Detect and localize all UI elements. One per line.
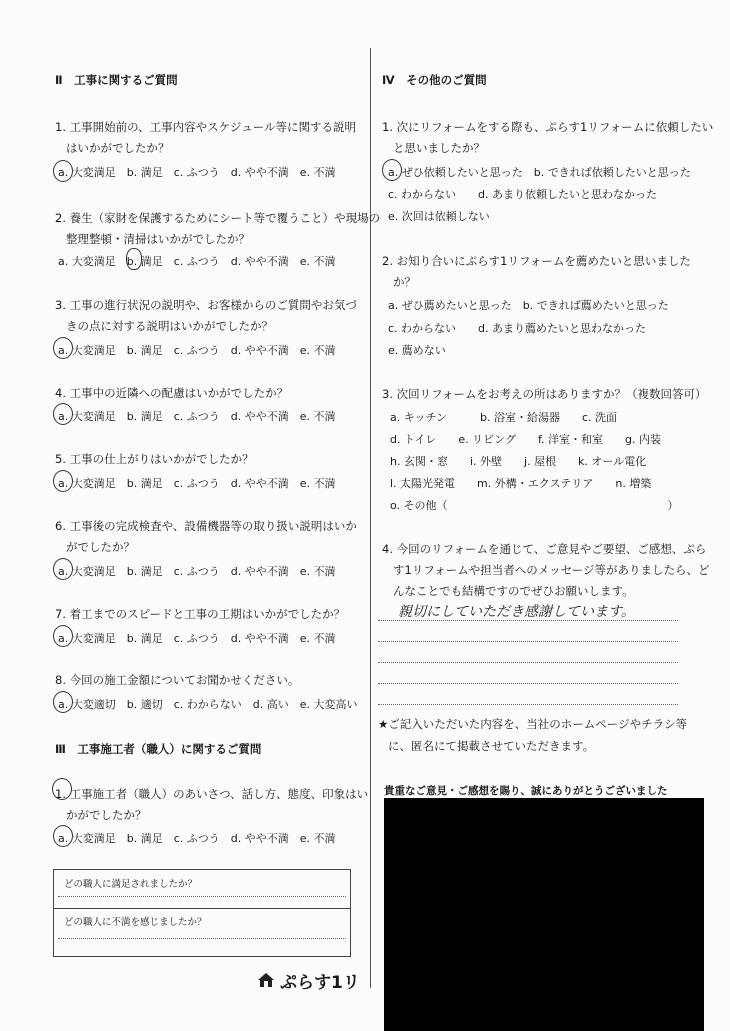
redaction-block — [384, 798, 704, 1031]
answer-circle-mark — [53, 625, 73, 647]
q4-4-line3: んなことでも結構ですのでぜひお願いします。 — [393, 584, 634, 598]
craftsmen-box — [53, 869, 351, 957]
publish-notice-line2: に、匿名にて掲載させていただきます。 — [388, 739, 595, 753]
q4-3-row1: a. キッチン b. 浴室・給湯器 c. 洗面 — [390, 411, 617, 424]
q2-2-options: a. 大変満足 b. 満足 c. ふつう d. やや不満 e. 不満 — [58, 255, 336, 268]
q4-1-opt2: c. わからない d. あまり依頼したいと思わなかった — [388, 188, 658, 201]
box-q-satisfied: どの職人に満足されましたか？ — [64, 879, 198, 890]
q4-2-line2: か？ — [393, 275, 416, 289]
q4-3-row3: h. 玄関・窓 i. 外壁 j. 屋根 k. オール電化 — [390, 455, 647, 468]
answer-line — [378, 683, 678, 684]
answer-line — [378, 704, 678, 705]
q4-1-opt1: a. ぜひ依頼したいと思った b. できれば依頼したいと思った — [388, 166, 691, 179]
q2-6-line1: 6. 工事後の完成検査や、設備機器等の取り扱い説明はいか — [55, 519, 357, 533]
q2-1-options: a. 大変満足 b. 満足 c. ふつう d. やや不満 e. 不満 — [58, 166, 336, 179]
q3-1-line1: 1. 工事施工者（職人）のあいさつ、話し方、態度、印象はい — [55, 787, 369, 801]
handwritten-answer: 親切にしていただき感謝しています。 — [398, 604, 635, 620]
q2-2-line1: 2. 養生（家財を保護するためにシート等で覆うこと）や現場の — [55, 211, 381, 225]
column-divider — [370, 48, 371, 988]
thanks-message: 貴重なご意見・ご感想を賜り、誠にありがとうございました — [384, 785, 668, 797]
box-q-dissatisfied: どの職人に不満を感じましたか？ — [64, 917, 207, 928]
q4-3-row2: d. トイレ e. リビング f. 洋室・和室 g. 内装 — [390, 433, 662, 446]
answer-line — [378, 641, 678, 642]
question-circle-mark — [52, 778, 72, 800]
answer-circle-mark — [53, 825, 73, 847]
q2-8-options: a. 大変適切 b. 適切 c. わからない d. 高い e. 大変高い — [58, 698, 358, 711]
q2-8-line1: 8. 今回の施工金額についてお聞かせください。 — [55, 673, 300, 687]
q2-3-line2: きの点に対する説明はいかがでしたか？ — [66, 319, 273, 333]
q4-3-row5: o. その他（ ） — [390, 499, 679, 512]
q4-1-line1: 1. 次にリフォームをする際も、ぷらす1リフォームに依頼したい — [382, 120, 714, 134]
q2-3-options: a. 大変満足 b. 満足 c. ふつう d. やや不満 e. 不満 — [58, 344, 336, 357]
box-dotted-line — [58, 938, 346, 939]
q4-4-line1: 4. 今回のリフォームを通じて、ご意見やご要望、ご感想、ぷら — [382, 542, 707, 556]
q4-2-opt2: c. わからない d. あまり薦めたいと思わなかった — [388, 322, 647, 335]
answer-circle-mark — [53, 691, 73, 713]
answer-line — [378, 662, 678, 663]
answer-circle-mark — [382, 159, 402, 181]
q4-2-line1: 2. お知り合いにぷらす1リフォームを薦めたいと思いました — [382, 254, 691, 268]
q3-1-line2: かがでしたか？ — [66, 808, 147, 822]
q2-1-line2: はいかがでしたか？ — [66, 141, 170, 155]
publish-notice-line1: ★ご記入いただいた内容を、当社のホームページやチラシ等 — [378, 717, 688, 731]
q4-3-line1: 3. 次回リフォームをお考えの所はありますか？（複数回答可） — [382, 387, 707, 401]
q2-1-line1: 1. 工事開始前の、工事内容やスケジュール等に関する説明 — [55, 120, 356, 134]
q2-7-line1: 7. 着工までのスピードと工事の工期はいかがでしたか？ — [55, 607, 346, 621]
q3-1-options: a. 大変満足 b. 満足 c. ふつう d. やや不満 e. 不満 — [58, 832, 336, 845]
answer-circle-mark — [53, 403, 73, 425]
q4-1-line2: と思いましたか？ — [393, 141, 485, 155]
section-3-heading: Ⅲ 工事施工者（職人）に関するご質問 — [55, 742, 262, 756]
answer-line — [378, 620, 678, 621]
answer-circle-mark — [53, 558, 73, 580]
q4-2-opt1: a. ぜひ薦めたいと思った b. できれば薦めたいと思った — [388, 299, 669, 312]
box-divider — [54, 908, 350, 909]
house-logo-icon — [257, 972, 275, 988]
answer-circle-mark — [53, 337, 73, 359]
footer-logo-text: ぷらす1リ — [280, 973, 360, 993]
q2-5-line1: 5. 工事の仕上がりはいかがでしたか？ — [55, 452, 254, 466]
q2-4-line1: 4. 工事中の近隣への配慮はいかがでしたか？ — [55, 386, 289, 400]
answer-circle-mark — [53, 160, 73, 182]
q2-3-line1: 3. 工事の進行状況の説明や、お客様からのご質問やお気づ — [55, 298, 357, 312]
q2-2-line2: 整理整頓・清掃はいかがでしたか？ — [66, 232, 250, 246]
section-4-heading: Ⅳ その他のご質問 — [382, 73, 487, 87]
q2-6-options: a. 大変満足 b. 満足 c. ふつう d. やや不満 e. 不満 — [58, 565, 336, 578]
answer-circle-mark — [53, 470, 73, 492]
q2-7-options: a. 大変満足 b. 満足 c. ふつう d. やや不満 e. 不満 — [58, 632, 336, 645]
q4-2-opt3: e. 薦めない — [388, 344, 446, 357]
section-2-heading: Ⅱ 工事に関するご質問 — [55, 73, 178, 87]
box-dotted-line — [58, 896, 346, 897]
q2-5-options: a. 大変満足 b. 満足 c. ふつう d. やや不満 e. 不満 — [58, 477, 336, 490]
q2-4-options: a. 大変満足 b. 満足 c. ふつう d. やや不満 e. 不満 — [58, 410, 336, 423]
q4-1-opt3: e. 次回は依頼しない — [388, 210, 490, 223]
answer-circle-mark — [126, 248, 142, 270]
q4-4-line2: す1リフォームや担当者へのメッセージ等がありましたら、ど — [393, 563, 710, 577]
q4-3-row4: l. 太陽光発電 m. 外構・エクステリア n. 増築 — [390, 477, 652, 490]
q2-6-line2: がでしたか？ — [66, 540, 135, 554]
